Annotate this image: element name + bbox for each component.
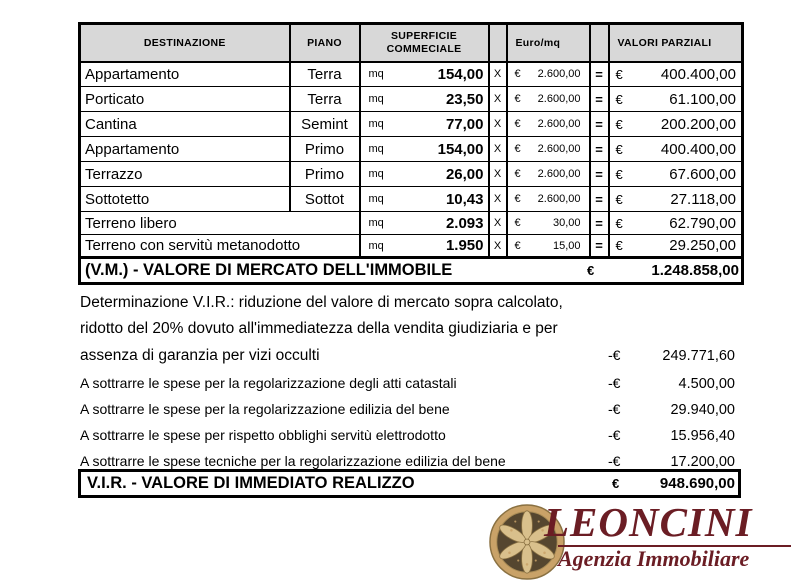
market-value-amount: 1.248.858,00 [651, 262, 739, 279]
euro-sign: € [587, 263, 595, 278]
cell-destinazione: Terreno libero [80, 212, 360, 235]
cell-euro-mq: € 2.600,00 [507, 137, 590, 162]
valuation-table [78, 22, 744, 285]
col-header-x-spacer [489, 24, 507, 62]
header-row [80, 24, 743, 62]
cell-superficie: mq 154,00 [360, 62, 489, 87]
cell-superficie: mq 1.950 [360, 235, 489, 258]
cell-euro-mq: € 30,00 [507, 212, 590, 235]
cell-equals: = [590, 162, 609, 187]
cell-destinazione: Appartamento [80, 62, 290, 87]
cell-valore: € 400.400,00 [609, 62, 743, 87]
market-value-label: (V.M.) - VALORE DI MERCATO DELL'IMMOBILE [85, 261, 453, 279]
cell-equals: = [590, 62, 609, 87]
deductions-list [80, 371, 735, 475]
minus-euro-sign: -€ [608, 375, 621, 391]
market-value-row [80, 258, 743, 284]
cell-piano: Primo [290, 162, 360, 187]
cell-valore: € 29.250,00 [609, 235, 743, 258]
col-header-superficie: SUPERFICIE COMMECIALE [360, 24, 489, 62]
cell-multiply: X [489, 62, 507, 87]
cell-destinazione: Appartamento [80, 137, 290, 162]
vir-paragraph-text: assenza di garanzia per vizi occulti [80, 347, 320, 364]
deduction-amount: 15.956,40 [670, 428, 735, 444]
logo-subtitle: Agenzia Immobiliare [558, 546, 750, 571]
table-row [80, 187, 743, 212]
cell-equals: = [590, 112, 609, 137]
cell-euro-mq: € 15,00 [507, 235, 590, 258]
cell-equals: = [590, 87, 609, 112]
cell-piano: Terra [290, 62, 360, 87]
vir-total-label: V.I.R. - VALORE DI IMMEDIATO REALIZZO [87, 474, 415, 492]
cell-euro-mq: € 2.600,00 [507, 87, 590, 112]
vir-total-row [78, 469, 741, 498]
cell-superficie: mq 2.093 [360, 212, 489, 235]
vir-paragraph-line [80, 342, 735, 369]
agency-logo [488, 500, 791, 580]
deduction-amount: 4.500,00 [678, 376, 735, 392]
deduction-amount: 17.200,00 [670, 454, 735, 470]
vir-total-amount: 948.690,00 [659, 475, 735, 492]
minus-euro-sign: -€ [608, 347, 621, 363]
minus-euro-sign: -€ [608, 401, 621, 417]
cell-destinazione: Cantina [80, 112, 290, 137]
deduction-amount: 249.771,60 [662, 348, 735, 364]
cell-valore: € 27.118,00 [609, 187, 743, 212]
cell-piano: Sottot [290, 187, 360, 212]
table-row [80, 212, 743, 235]
cell-superficie: mq 23,50 [360, 87, 489, 112]
cell-euro-mq: € 2.600,00 [507, 62, 590, 87]
col-header-valori-parziali: VALORI PARZIALI [609, 24, 743, 62]
cell-valore: € 67.600,00 [609, 162, 743, 187]
cell-euro-mq: € 2.600,00 [507, 112, 590, 137]
vir-paragraph-line: Determinazione V.I.R.: riduzione del valore di mercato sopra calcolato, [80, 294, 563, 311]
cell-multiply: X [489, 187, 507, 212]
cell-euro-mq: € 2.600,00 [507, 187, 590, 212]
cell-destinazione: Terrazzo [80, 162, 290, 187]
table-row [80, 162, 743, 187]
deduction-line: A sottrarre le spese per rispetto obblighi servitù elettrodotto -€ 15.956,40 [80, 423, 735, 449]
cell-superficie: mq 154,00 [360, 137, 489, 162]
logo-title: LEONCINI [544, 499, 753, 545]
table-row [80, 87, 743, 112]
cell-multiply: X [489, 137, 507, 162]
cell-destinazione: Terreno con servitù metanodotto [80, 235, 360, 258]
cell-multiply: X [489, 212, 507, 235]
cell-superficie: mq 26,00 [360, 162, 489, 187]
cell-superficie: mq 10,43 [360, 187, 489, 212]
deduction-amount: 29.940,00 [670, 402, 735, 418]
deduction-line: A sottrarre le spese tecniche per la regolarizzazione edilizia del bene -€ 17.200,00 [80, 449, 735, 475]
cell-multiply: X [489, 235, 507, 258]
cell-piano: Semint [290, 112, 360, 137]
cell-valore: € 400.400,00 [609, 137, 743, 162]
cell-equals: = [590, 235, 609, 258]
deduction-line: A sottrarre le spese per la regolarizzazione edilizia del bene -€ 29.940,00 [80, 397, 735, 423]
cell-valore: € 62.790,00 [609, 212, 743, 235]
minus-euro-sign: -€ [608, 427, 621, 443]
vir-determination-section [80, 290, 735, 475]
col-header-piano: PIANO [290, 24, 360, 62]
cell-piano: Primo [290, 137, 360, 162]
cell-superficie: mq 77,00 [360, 112, 489, 137]
cell-destinazione: Sottotetto [80, 187, 290, 212]
cell-equals: = [590, 137, 609, 162]
table-row [80, 62, 743, 87]
col-header-eq-spacer [590, 24, 609, 62]
col-header-euro-mq: Euro/mq [507, 24, 590, 62]
cell-destinazione: Porticato [80, 87, 290, 112]
deduction-line: A sottrarre le spese per la regolarizzazione degli atti catastali -€ 4.500,00 [80, 371, 735, 397]
cell-equals: = [590, 212, 609, 235]
cell-valore: € 200.200,00 [609, 112, 743, 137]
cell-valore: € 61.100,00 [609, 87, 743, 112]
vir-paragraph-line: ridotto del 20% dovuto all'immediatezza della vendita giudiziaria e per [80, 320, 558, 337]
cell-equals: = [590, 187, 609, 212]
euro-sign: € [612, 476, 620, 491]
cell-multiply: X [489, 162, 507, 187]
minus-euro-sign: -€ [608, 453, 621, 469]
cell-euro-mq: € 2.600,00 [507, 162, 590, 187]
table-row [80, 235, 743, 258]
table-row [80, 137, 743, 162]
col-header-destinazione: DESTINAZIONE [80, 24, 290, 62]
cell-multiply: X [489, 87, 507, 112]
cell-piano: Terra [290, 87, 360, 112]
table-row [80, 112, 743, 137]
cell-multiply: X [489, 112, 507, 137]
